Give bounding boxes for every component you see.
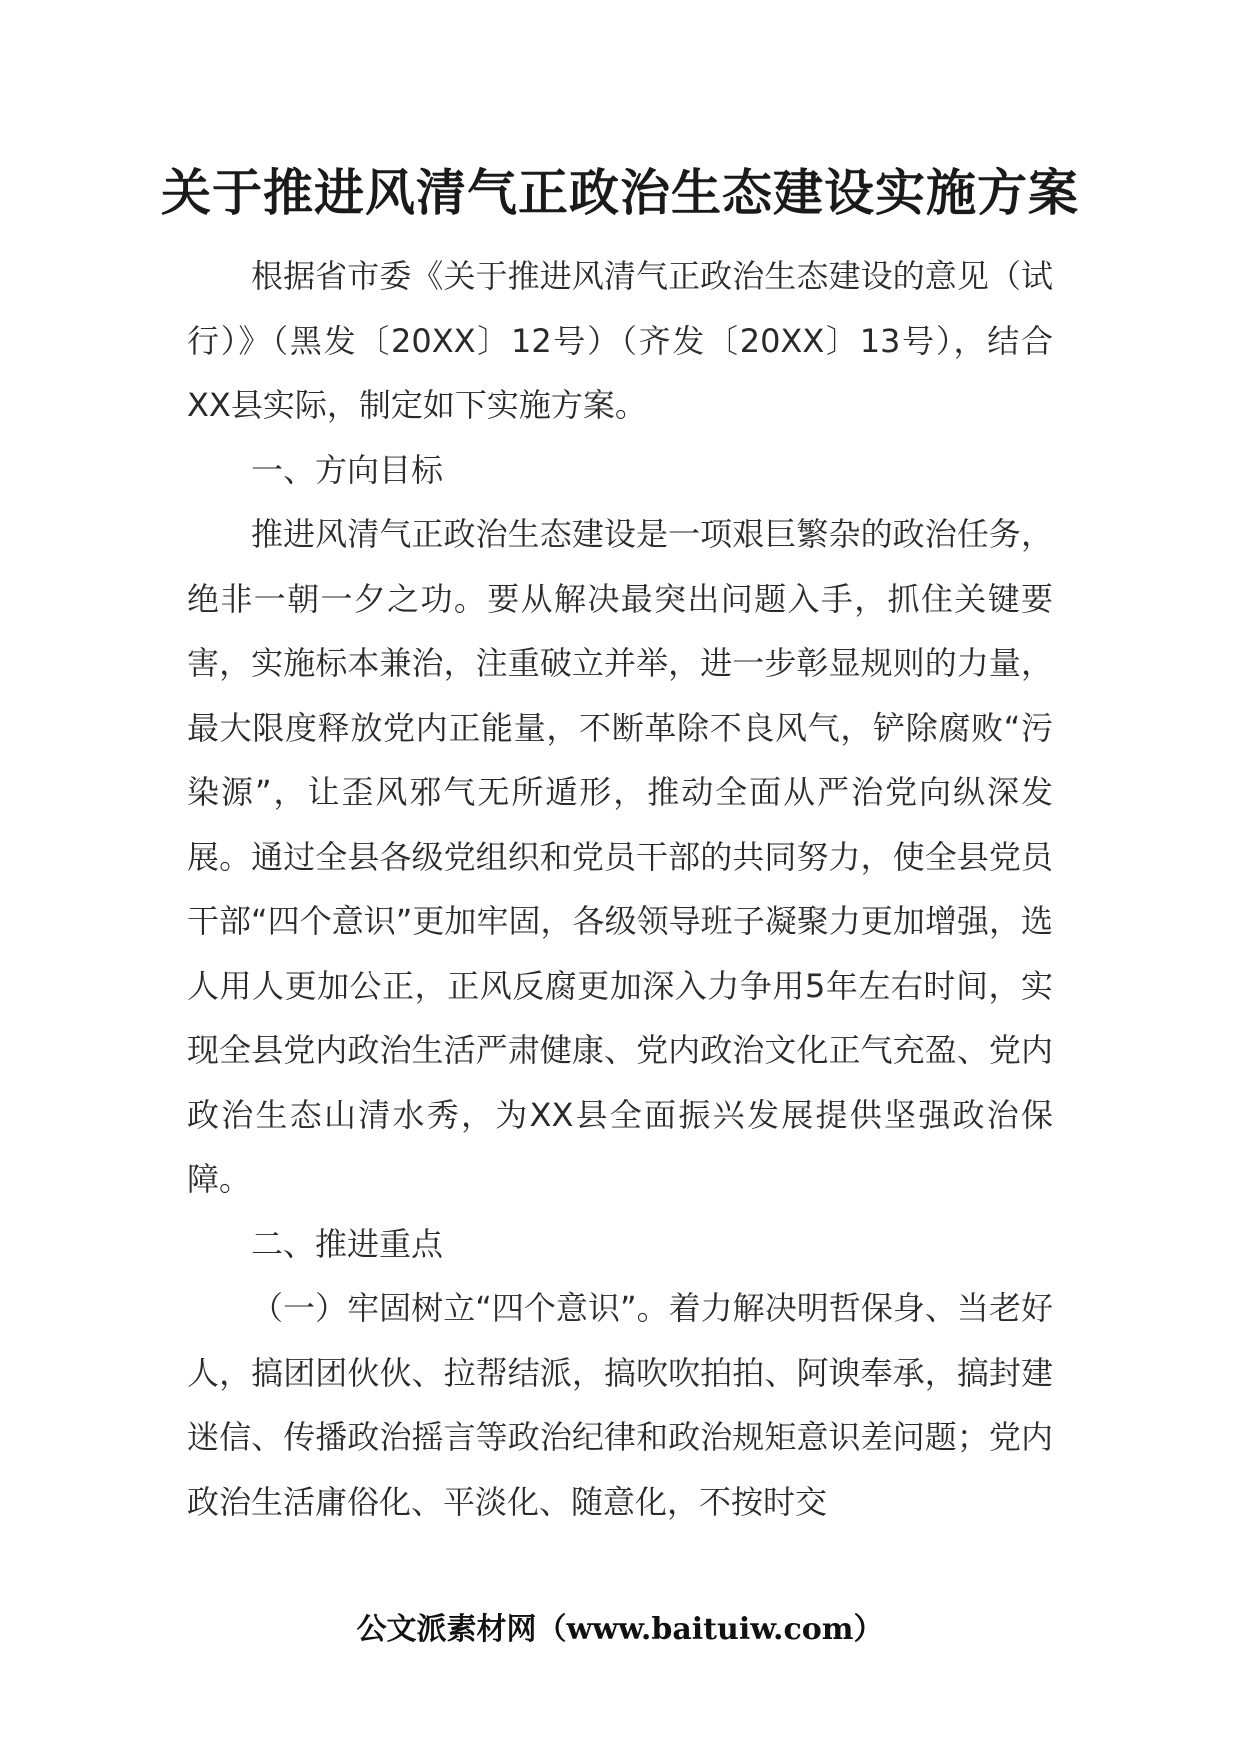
paragraph-focus-1: （一）牢固树立“四个意识”。着力解决明哲保身、当老好人，搞团团伙伙、拉帮结派，搞吹吹拍拍、阿谀奉承，搞封建迷信、传播政治摇言等政治纪律和政治规矩意识差问题；党内政治生活庸俗化、平淡化、随意化，不按时交 — [187, 1289, 1053, 1521]
document-title: 关于推进风清气正政治生态建设实施方案 — [161, 164, 1079, 222]
section-heading-1: 一、方向目标 — [251, 450, 444, 489]
footer-watermark: 公文派素材网（www.baituiw.com） — [356, 1612, 884, 1647]
paragraph-intro: 根据省市委《关于推进风清气正政治生态建设的意见（试行）》（黑发〔20XX〕12号）（齐发〔20XX〕13号），结合XX县实际，制定如下实施方案。 — [187, 257, 1053, 424]
document-body — [187, 244, 1053, 1534]
section-heading-2: 二、推进重点 — [251, 1224, 444, 1263]
paragraph-goals: 推进风清气正政治生态建设是一项艰巨繁杂的政治任务，绝非一朝一夕之功。要从解决最突出问题入手，抓住关键要害，实施标本兼治，注重破立并举，进一步彰显规则的力量，最大限度释放党内正能量，不断革除不良风气，铲除腐败“污染源”，让歪风邪气无所遁形，推动全面从严治党向纵深发展。通过全县各级党组织和党员干部的共同努力，使全县党员干部“四个意识”更加牢固，各级领导班子凝聚力更加增强，选人用人更加公正，正风反腐更加深入力争用5年左右时间，实现全县党内政治生活严肃健康、党内政治文化正气充盈、党内政治生态山清水秀，为XX县全面振兴发展提供坚强政治保障。 — [187, 515, 1053, 1198]
